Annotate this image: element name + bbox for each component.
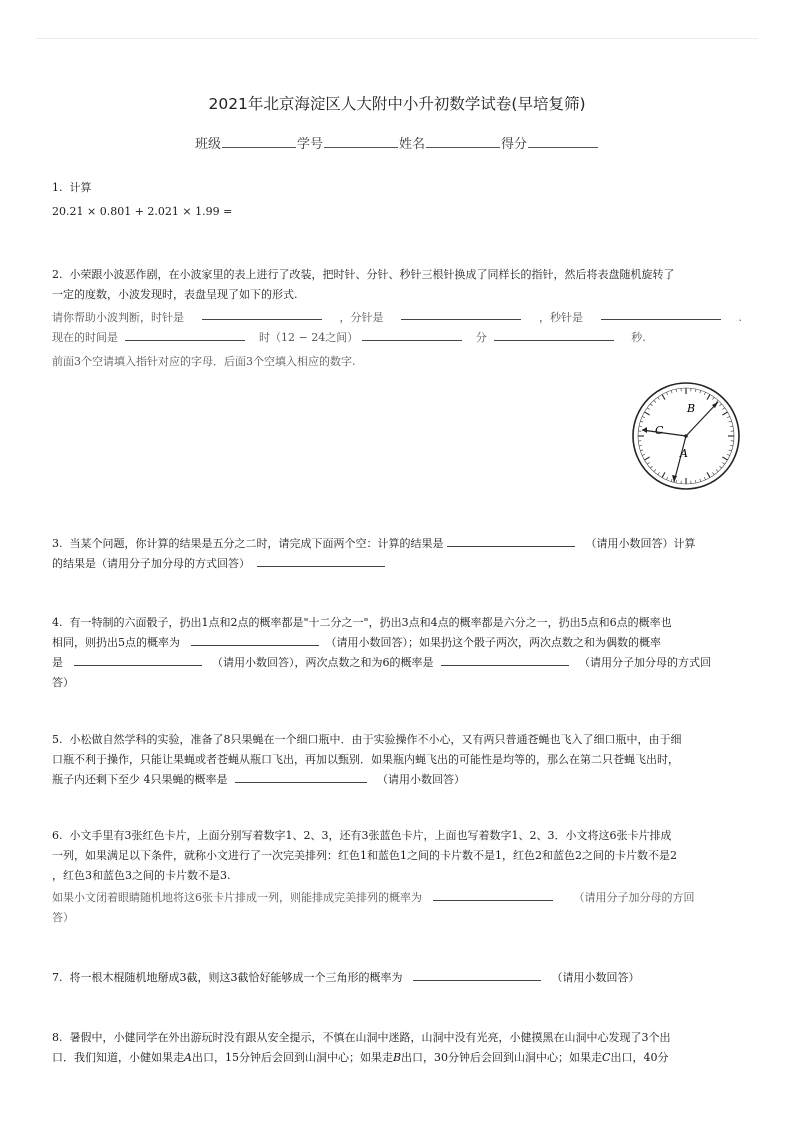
q2-time-row: [52, 328, 742, 348]
label-c: C: [655, 424, 664, 437]
clock-tick: [722, 462, 724, 464]
q2-number: 2.: [52, 268, 63, 281]
q7-text-a: 将一根木棍随机地掰成3截，则这3截恰好能够成一个三角形的概率为: [69, 971, 403, 984]
clock-tick: [729, 450, 732, 451]
q8-exit-b: B: [392, 1051, 402, 1064]
question-4: [52, 613, 742, 693]
clock-tick: [644, 412, 649, 415]
clock-tick: [676, 480, 677, 483]
clock-tick: [676, 389, 677, 392]
label-a: A: [680, 447, 688, 460]
clock-tick: [716, 469, 718, 471]
clock-tick: [639, 426, 642, 427]
clock-tick: [647, 408, 649, 410]
q2-prompt-row: [52, 308, 742, 328]
q6-line1: 小文手里有3张红色卡片，上面分别写着数字1、2、3，还有3张蓝色卡片，上面也写着数字1、2、3．小文将这6张卡片排成: [69, 829, 672, 842]
clock-tick: [650, 404, 652, 406]
header-rule: [36, 38, 758, 39]
q2-text-line2: 一定的度数，小波发现时，表盘呈现了如下的形式.: [52, 288, 298, 301]
clock-tick: [666, 392, 667, 395]
hand-c-arrow-icon: [642, 427, 647, 433]
clock-tick: [671, 479, 672, 482]
q8-line2d: 出口，40分: [610, 1051, 669, 1064]
clock-tick: [712, 472, 714, 474]
q8-exit-c: C: [602, 1051, 611, 1064]
clock-tick: [727, 416, 730, 417]
q7-text-b: （请用小数回答）: [551, 971, 640, 984]
q4-line1: 有一特制的六面骰子，扔出1点和2点的概率都是"十二分之一"，扔出3点和4点的概率都是六分之一，扔出5点和6点的概率也: [69, 616, 672, 629]
q3-text-c: 的结果是（请用分子加分母的方式回答）: [52, 557, 250, 570]
clock-tick: [700, 390, 701, 393]
clock-tick: [722, 408, 724, 410]
clock-tick: [730, 445, 733, 446]
clock-tick: [644, 457, 649, 460]
q4-line3a: 是: [52, 656, 63, 669]
minute-value-blank[interactable]: [362, 329, 462, 341]
q4-line3b: （请用小数回答），两次点数之和为6的概率是: [212, 656, 434, 669]
label-b: B: [687, 402, 696, 415]
q1-expression: 20.21 × 0.801 + 2.021 × 1.99 =: [52, 205, 233, 218]
q6-line3: ，红色3和蓝色3之间的卡片数不是3.: [52, 869, 231, 882]
question-3: [52, 534, 742, 574]
question-8: [52, 1028, 742, 1068]
score-label: 得分: [501, 137, 528, 152]
clock-tick: [642, 454, 645, 455]
question-5: [52, 730, 742, 790]
q8-line2a: 口．我们知道，小健如果走: [52, 1051, 184, 1064]
minute-hand-blank[interactable]: [401, 308, 521, 320]
q3-text-b: （请用小数回答）计算: [585, 537, 696, 550]
clock-tick: [704, 477, 705, 480]
clock-tick: [647, 462, 649, 464]
q6-answer-blank[interactable]: [433, 889, 553, 901]
hand-c: [642, 430, 686, 436]
q2-second-label: ，秒针是: [539, 311, 583, 324]
clock-tick: [707, 394, 710, 399]
score-blank[interactable]: [528, 134, 598, 148]
clock-tick: [712, 397, 714, 399]
clock-tick: [695, 389, 696, 392]
clock-tick: [695, 480, 696, 483]
clock-tick: [719, 466, 721, 468]
clock-figure: [630, 380, 742, 492]
q2-hour-range: 12 − 24: [281, 331, 326, 344]
q6-line4a: 如果小文闭着眼睛随机地将这6张卡片排成一列，则能排成完美排列的概率为: [52, 891, 422, 904]
q2-note: 前面3个空请填入指针对应的字母．后面3个空填入相应的数字.: [52, 355, 356, 368]
clock-tick: [658, 472, 660, 474]
q2-minute-label: ，分针是: [339, 311, 384, 324]
clock-tick: [666, 477, 667, 480]
clock-tick: [639, 445, 642, 446]
q4-prob5-blank[interactable]: [191, 634, 319, 646]
q5-line1: 小松做自然学科的实验，准备了8只果蝇在一个细口瓶中．由于实验操作不小心，又有两只普通苍蝇也飞入了细口瓶中，由于细: [69, 733, 682, 746]
q2-text-line1: 小荣跟小波恶作剧，在小波家里的表上进行了改装，把时针、分针、秒针三根针换成了同样长的指针，然后将表盘随机旋转了: [69, 268, 675, 281]
clock-tick: [642, 416, 645, 417]
clock-tick: [730, 426, 733, 427]
name-blank[interactable]: [426, 134, 500, 148]
q4-sum6-blank[interactable]: [441, 654, 569, 666]
id-blank[interactable]: [324, 134, 398, 148]
q5-number: 5.: [52, 733, 63, 746]
clock-tick: [719, 404, 721, 406]
q5-line3a: 瓶子内还剩下至少 4只果蝇的概率是: [52, 773, 228, 786]
second-value-blank[interactable]: [494, 329, 614, 341]
q6-line4b: （请用分子加分母的方回: [573, 891, 695, 904]
clock-tick: [662, 394, 665, 399]
q5-answer-blank[interactable]: [235, 771, 367, 783]
clock-tick: [704, 392, 705, 395]
clock-tick: [654, 400, 656, 402]
q2-min-unit: 分: [475, 331, 487, 344]
q8-exit-a: A: [184, 1051, 192, 1064]
clock-tick: [640, 421, 643, 422]
clock-tick: [654, 469, 656, 471]
clock-tick: [640, 450, 643, 451]
q8-line1: 暑假中，小健同学在外出游玩时没有跟从安全提示，不慎在山洞中迷路，山洞中没有光亮，小健摸黑在山洞中心发现了3个出: [69, 1031, 671, 1044]
q2-hour-range-suffix: 之间）: [325, 331, 359, 344]
q6-line2: 一列，如果满足以下条件，就称小文进行了一次完美排列：红色1和蓝色1之间的卡片数不是1，红色2和蓝色2之间的卡片数不是2: [52, 849, 677, 862]
q8-line2b: 出口，15分钟后会回到山洞中心；如果走: [191, 1051, 393, 1064]
hour-hand-blank[interactable]: [202, 308, 322, 320]
clock-tick: [727, 454, 730, 455]
q5-line2: 口瓶不利于操作，只能让果蝇或者苍蝇从瓶口飞出，再加以甄别．如果瓶内蝇飞出的可能性是均等的，那么在第二只苍蝇飞出时，: [52, 753, 679, 766]
q5-line3b: （请用小数回答）: [377, 773, 465, 786]
id-label: 学号: [296, 137, 323, 152]
q2-time-prefix: 现在的时间是: [52, 331, 118, 344]
q2-prompt-prefix: 请你帮助小波判断，时针是: [52, 311, 184, 324]
page-title: 2021年北京海淀区人大附中小升初数学试卷(早培复筛): [208, 95, 586, 113]
clock-tick: [722, 412, 727, 415]
student-info-row: [0, 133, 794, 152]
hour-value-blank[interactable]: [125, 329, 245, 341]
q2-hour-label: 时（: [259, 331, 281, 344]
clock-tick: [662, 472, 665, 477]
q3-number: 3.: [52, 537, 63, 550]
clock-tick: [650, 466, 652, 468]
q3-fraction-blank[interactable]: [257, 555, 385, 567]
clock-tick: [722, 457, 727, 460]
question-6: [52, 826, 742, 928]
q4-line4: 答）: [52, 676, 74, 689]
q4-number: 4.: [52, 616, 63, 629]
question-2: [52, 265, 742, 372]
q6-line5: 答）: [52, 911, 74, 924]
q3-decimal-blank[interactable]: [447, 535, 575, 547]
clock-tick: [729, 421, 732, 422]
q7-answer-blank[interactable]: [413, 969, 541, 981]
q4-line3c: （请用分子加分母的方式回: [579, 656, 711, 669]
q7-number: 7.: [52, 971, 63, 984]
question-1: [52, 178, 742, 222]
clock-tick: [700, 479, 701, 482]
q1-number: 1.: [52, 181, 63, 194]
class-label: 班级: [194, 137, 221, 152]
q2-period: .: [738, 311, 742, 324]
q2-sec-unit: 秒.: [631, 331, 646, 344]
second-hand-blank[interactable]: [601, 308, 721, 320]
q4-line2a: 相同，则扔出5点的概率为: [52, 636, 180, 649]
q3-text-a: 当某个问题，你计算的结果是五分之二时，请完成下面两个空：计算的结果是: [69, 537, 444, 550]
q1-label: 计算: [69, 181, 92, 194]
question-7: [52, 968, 742, 988]
q8-line2c: 出口，30分钟后会回到山洞中心；如果走: [401, 1051, 603, 1064]
clock-tick: [707, 472, 710, 477]
clock-tick: [658, 397, 660, 399]
clock-tick: [671, 390, 672, 393]
q4-line2b: （请用小数回答）；如果扔这个骰子两次，两次点数之和为偶数的概率: [325, 636, 661, 649]
class-blank[interactable]: [222, 134, 296, 148]
q8-number: 8.: [52, 1031, 63, 1044]
q6-number: 6.: [52, 829, 63, 842]
clock-center: [684, 434, 688, 438]
q4-even-sum-blank[interactable]: [74, 654, 202, 666]
name-label: 姓名: [399, 137, 426, 152]
